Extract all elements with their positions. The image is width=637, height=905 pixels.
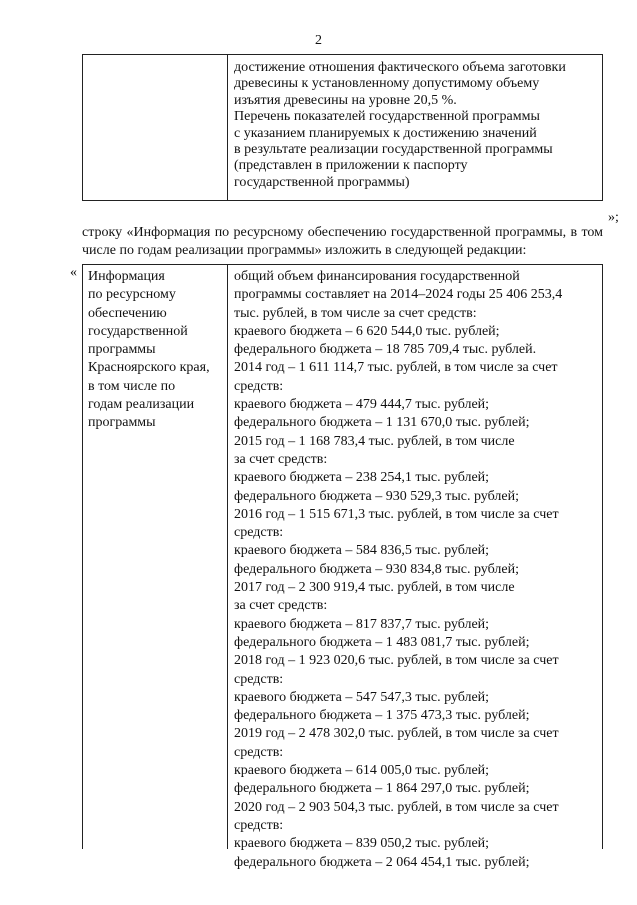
table-left-cell [83,55,228,200]
funding-line: 2017 год – 2 300 919,4 тыс. рублей, в том числе [234,580,515,596]
funding-line: 2019 год – 2 478 302,0 тыс. рублей, в том числе за счет [234,726,559,742]
funding-line: за счет средств: [234,598,328,614]
table-resource-provision [82,264,603,870]
funding-line: средств: [234,525,284,541]
funding-line: федерального бюджета – 2 064 454,1 тыс. рублей; [234,854,530,870]
page-number: 2 [315,33,322,48]
funding-line: средств: [234,744,284,760]
funding-line: краевого бюджета – 547 547,3 тыс. рублей; [234,689,490,705]
funding-line: средств: [234,817,284,833]
table-funding-cell [228,265,602,870]
funding-line: тыс. рублей, в том числе за счет средств: [234,305,477,321]
funding-line: федерального бюджета – 1 375 473,3 тыс. рублей; [234,708,530,724]
opening-quote: « [70,265,77,280]
funding-line: программы составляет на 2014–2024 годы 25 406 253,4 [234,287,563,303]
header-line: обеспечению [88,305,167,321]
indicator-line: в результате реализации государственной программы [234,142,553,158]
header-line: Красноярского края, [88,360,210,376]
indicator-line: достижение отношения фактического объема заготовки [234,60,566,75]
indicator-line: древесины к установленному допустимому объему [234,76,540,92]
header-line: программы [88,415,156,431]
funding-line: средств: [234,671,284,687]
funding-line: 2014 год – 1 611 114,7 тыс. рублей, в том числе за счет [234,360,558,376]
funding-line: 2016 год – 1 515 671,3 тыс. рублей, в том числе за счет [234,506,559,522]
indicator-line: (представлен в приложении к паспорту [234,158,468,174]
funding-line: федерального бюджета – 930 529,3 тыс. рублей; [234,488,519,504]
funding-line: федерального бюджета – 18 785 709,4 тыс. рублей. [234,342,537,358]
funding-line: федерального бюджета – 1 483 081,7 тыс. рублей; [234,634,530,650]
funding-line: 2020 год – 2 903 504,3 тыс. рублей, в том числе за счет [234,799,559,815]
funding-line: 2015 год – 1 168 783,4 тыс. рублей, в том числе [234,433,515,449]
funding-line: краевого бюджета – 238 254,1 тыс. рублей; [234,470,490,486]
header-line: в том числе по [88,378,176,394]
funding-line: федерального бюджета – 1 864 297,0 тыс. рублей; [234,781,530,797]
intro-paragraph [82,224,603,259]
funding-line: краевого бюджета – 614 005,0 тыс. рублей; [234,763,490,779]
indicator-line: Перечень показателей государственной программы [234,109,540,125]
funding-line: федерального бюджета – 930 834,8 тыс. рублей; [234,561,519,577]
table-program-indicators [82,54,603,201]
table-row-header-cell [83,265,228,849]
funding-line: краевого бюджета – 479 444,7 тыс. рублей; [234,397,490,413]
funding-line: за счет средств: [234,451,328,467]
funding-line: 2018 год – 1 923 020,6 тыс. рублей, в том числе за счет [234,653,559,669]
closing-quote: »; [608,210,619,225]
table-right-cell [228,55,602,200]
indicator-line: государственной программы) [234,174,410,190]
intro-text: строку «Информация по ресурсному обеспечению государственной программы, в том числе по годам реализации программы» изложить в следующей редакции: [82,225,603,258]
header-line: по ресурсному [88,287,176,303]
indicator-line: с указанием планируемых к достижению значений [234,125,537,141]
header-line: программы [88,342,156,358]
funding-line: средств: [234,378,284,394]
header-line: государственной [88,323,188,339]
funding-line: общий объем финансирования государственной [234,269,520,284]
header-line: годам реализации [88,397,195,413]
funding-line: краевого бюджета – 817 837,7 тыс. рублей; [234,616,490,632]
funding-line: краевого бюджета – 839 050,2 тыс. рублей; [234,836,490,852]
indicator-line: изъятия древесины на уровне 20,5 %. [234,92,457,108]
funding-line: краевого бюджета – 584 836,5 тыс. рублей; [234,543,490,559]
funding-line: федерального бюджета – 1 131 670,0 тыс. рублей; [234,415,530,431]
funding-line: краевого бюджета – 6 620 544,0 тыс. рублей; [234,323,500,339]
header-line: Информация [88,269,165,284]
